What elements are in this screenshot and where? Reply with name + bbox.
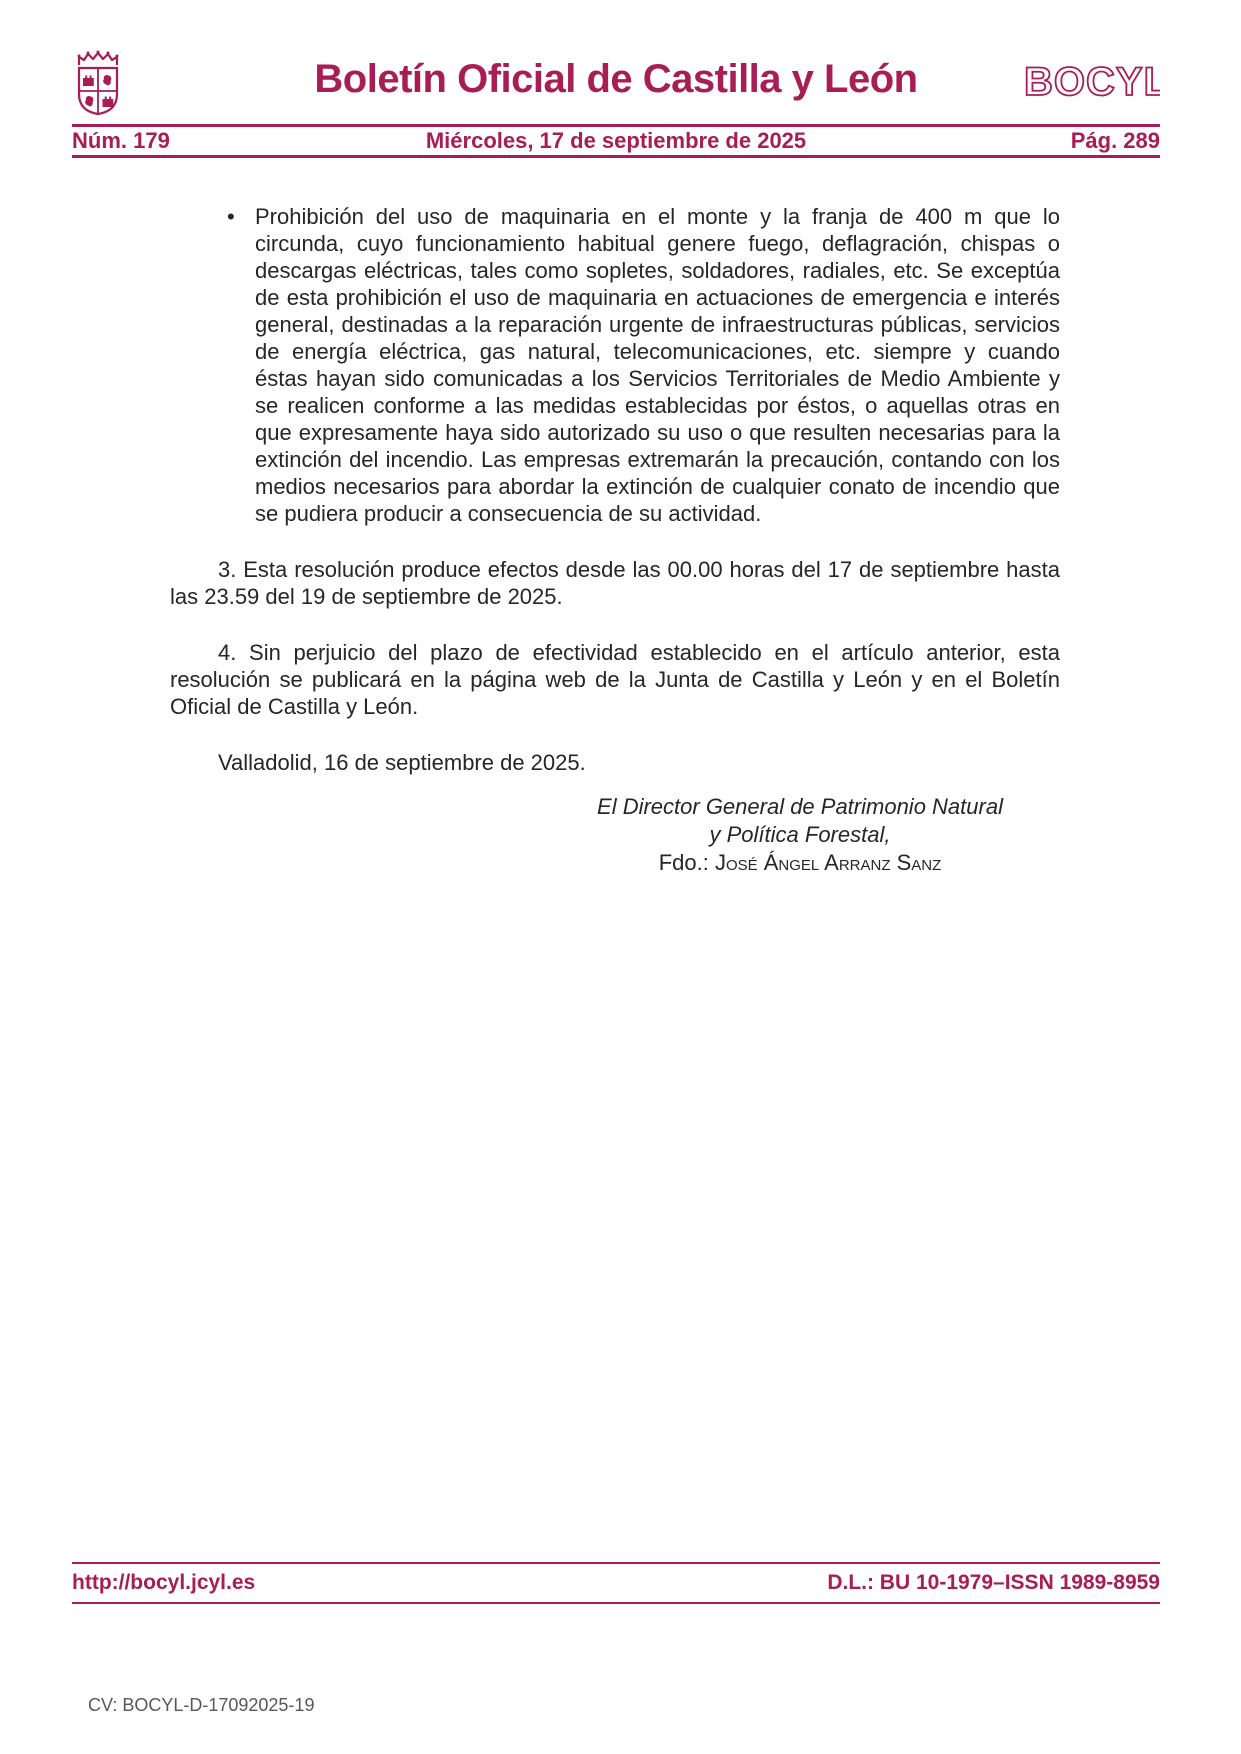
signature-fdo-prefix: Fdo.: xyxy=(658,850,715,875)
page-number: Pág. 289 xyxy=(1070,128,1160,153)
signature-fdo-line xyxy=(520,849,1080,877)
footer-rule-top xyxy=(72,1562,1160,1564)
footer-rule-bottom xyxy=(72,1602,1160,1604)
bullet-list-item xyxy=(170,203,1060,527)
issue-date: Miércoles, 17 de septiembre de 2025 xyxy=(425,128,807,153)
header-rule-top xyxy=(72,124,1160,127)
signature-block xyxy=(520,793,1080,877)
bocyl-url-link[interactable]: http://bocyl.jcyl.es xyxy=(72,1571,256,1594)
bocyl-logo-text: BOCYL xyxy=(1024,60,1160,104)
header-rule-bottom xyxy=(72,155,1160,158)
paragraph-3: 3. Esta resolución produce efectos desde las 00.00 horas del 17 de septiembre hasta las 23.59 del 19 de septiembre de 2025. xyxy=(170,557,1060,609)
issue-number: Núm. 179 xyxy=(72,128,170,153)
issue-info-row xyxy=(72,129,1160,153)
signature-name: José Ángel Arranz Sanz xyxy=(714,850,942,875)
bocyl-logo xyxy=(1024,58,1160,109)
verification-code: CV: BOCYL-D-17092025-19 xyxy=(88,1695,315,1715)
deposit-legal-issn: D.L.: BU 10-1979–ISSN 1989-8959 xyxy=(827,1571,1160,1594)
place-date-line: Valladolid, 16 de septiembre de 2025. xyxy=(218,750,586,775)
bullet-item-text: Prohibición del uso de maquinaria en el monte y la franja de 400 m que lo circunda, cuyo funcionamiento habitual genere fuego, deflagración, chispas o descargas eléctricas, tales como sopletes, soldadores, radiales, etc. Se exceptúa de esta prohibición el uso de maquinaria en actuaciones de emergencia e interés general, destinadas a la reparación urgente de infraestructuras públicas, servicios de energía eléctrica, gas natural, telecomunicaciones, etc. siempre y cuando éstas hayan sido comunicadas a los Servicios Territoriales de Medio Ambiente y se realicen conforme a las medidas establecidas por éstos, o aquellas otras en que expresamente haya sido autorizado su uso o que resulten necesarias para la extinción del incendio. Las empresas extremarán la precaución, contando con los medios necesarios para abordar la extinción de cualquier conato de incendio que se pudiera producir a consecuencia de su actividad. xyxy=(255,204,1060,526)
footer-row xyxy=(72,1570,1160,1596)
bullet-marker: • xyxy=(227,204,235,229)
signature-role-line-2: y Política Forestal, xyxy=(709,822,891,847)
document-body xyxy=(170,203,1060,877)
bulletin-title: Boletín Oficial de Castilla y León xyxy=(314,57,918,101)
signature-role-line-1: El Director General de Patrimonio Natural xyxy=(597,794,1003,819)
paragraph-4: 4. Sin perjuicio del plazo de efectividad establecido en el artículo anterior, esta resolución se publicará en la página web de la Junta de Castilla y León y en el Boletín Oficial de Castilla y León. xyxy=(170,640,1060,719)
